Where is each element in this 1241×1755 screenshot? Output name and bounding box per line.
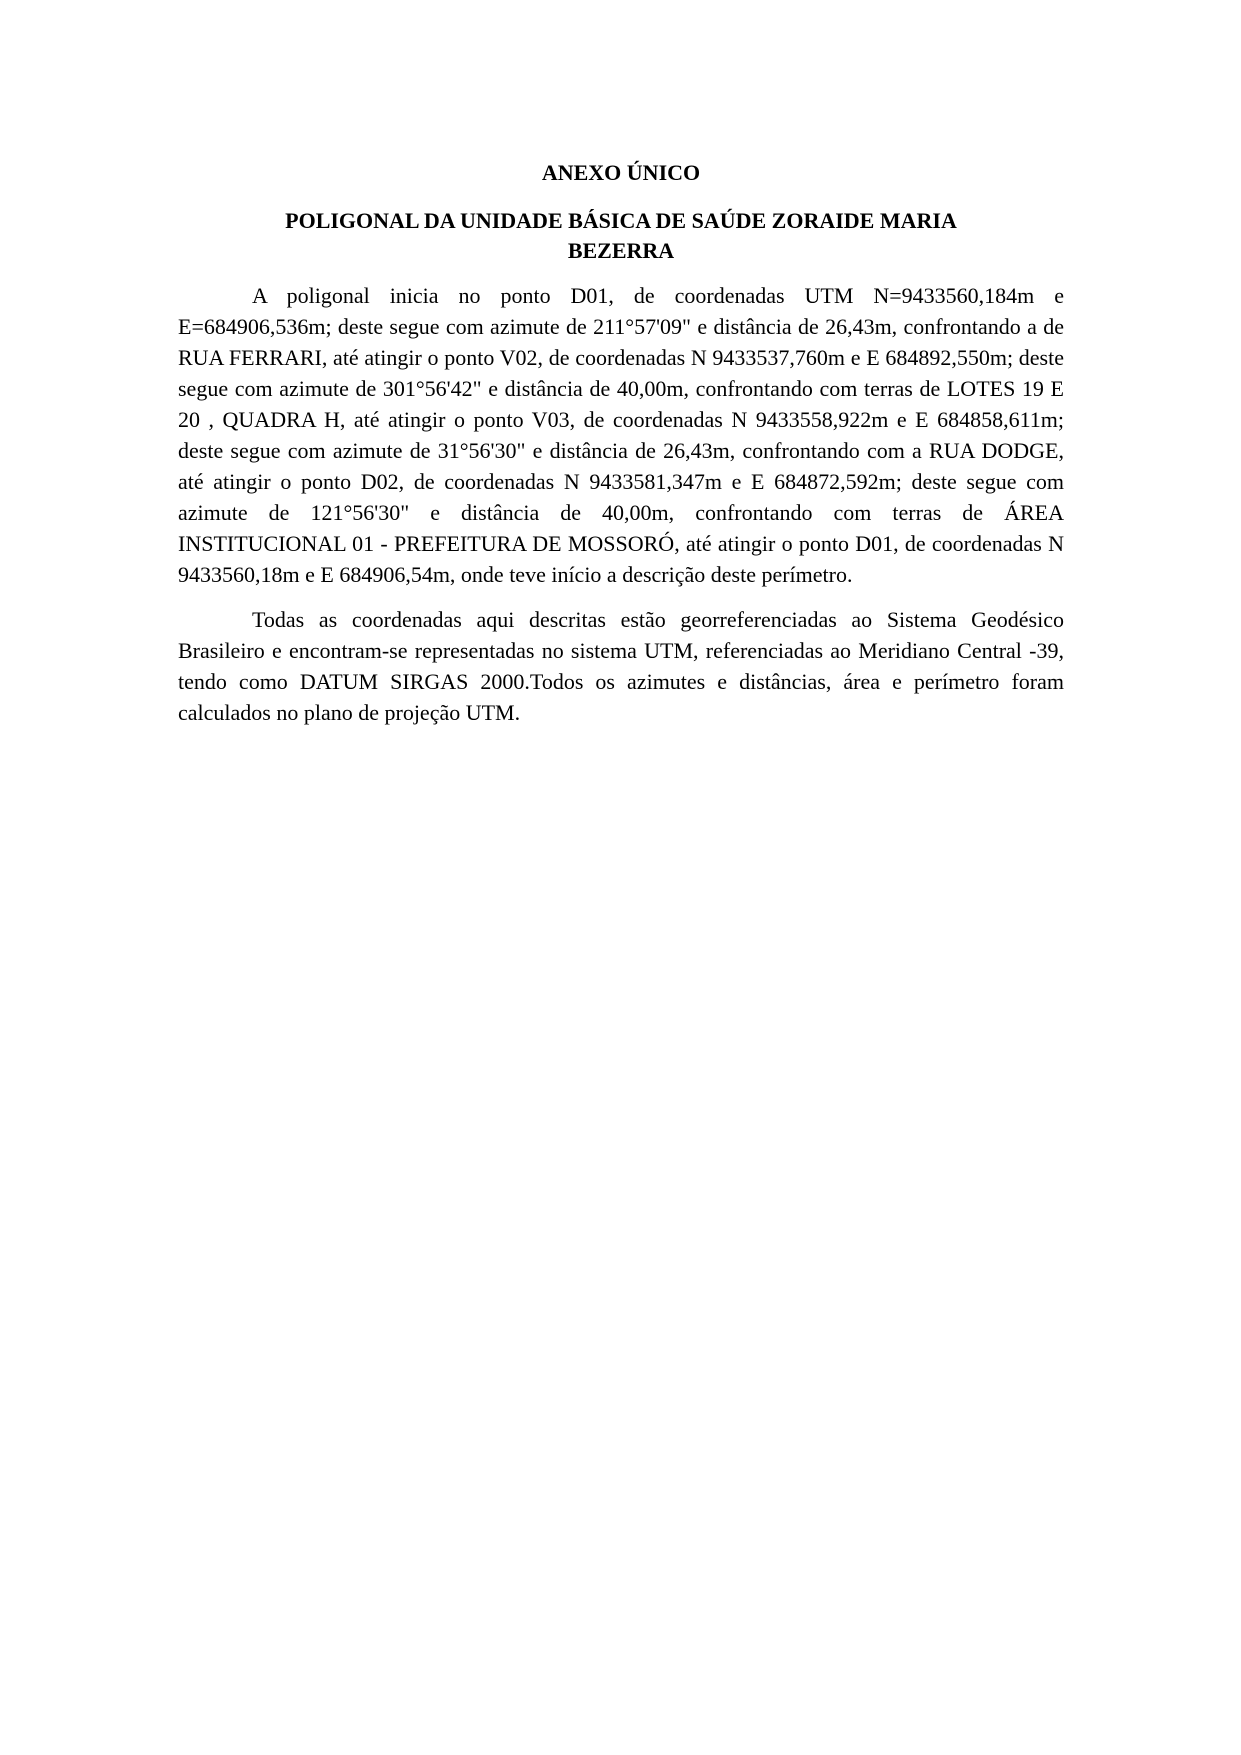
- perimeter-description-paragraph: A poligonal inicia no ponto D01, de coordenadas UTM N=9433560,184m e E=684906,536m; deste segue com azimute de 211°57'09" e distância de 26,43m, confrontando a de RUA FERRARI, até atingir o ponto V02, de coordenadas N 9433537,760m e E 684892,550m; deste segue com azimute de 301°56'42" e distância de 40,00m, confrontando com terras de LOTES 19 E 20 , QUADRA H, até atingir o ponto V03, de coordenadas N 9433558,922m e E 684858,611m; deste segue com azimute de 31°56'30" e distância de 26,43m, confrontando com a RUA DODGE, até atingir o ponto D02, de coordenadas N 9433581,347m e E 684872,592m; deste segue com azimute de 121°56'30" e distância de 40,00m, confrontando com terras de ÁREA INSTITUCIONAL 01 - PREFEITURA DE MOSSORÓ, até atingir o ponto D01, de coordenadas N 9433560,18m e E 684906,54m, onde teve início a descrição deste perímetro.: [178, 283, 1064, 587]
- document-title-line-1: POLIGONAL DA UNIDADE BÁSICA DE SAÚDE ZORAIDE MARIA: [285, 208, 957, 233]
- document-page: [178, 158, 1064, 742]
- coordinate-system-paragraph: Todas as coordenadas aqui descritas estão georreferenciadas ao Sistema Geodésico Brasileiro e encontram-se representadas no sistema UTM, referenciadas ao Meridiano Central -39, tendo como DATUM SIRGAS 2000.Todos os azimutes e distâncias, área e perímetro foram calculados no plano de projeção UTM.: [178, 607, 1064, 725]
- annex-heading: ANEXO ÚNICO: [541, 160, 701, 185]
- document-title-line-2: BEZERRA: [567, 238, 675, 263]
- document-title: [178, 206, 1064, 266]
